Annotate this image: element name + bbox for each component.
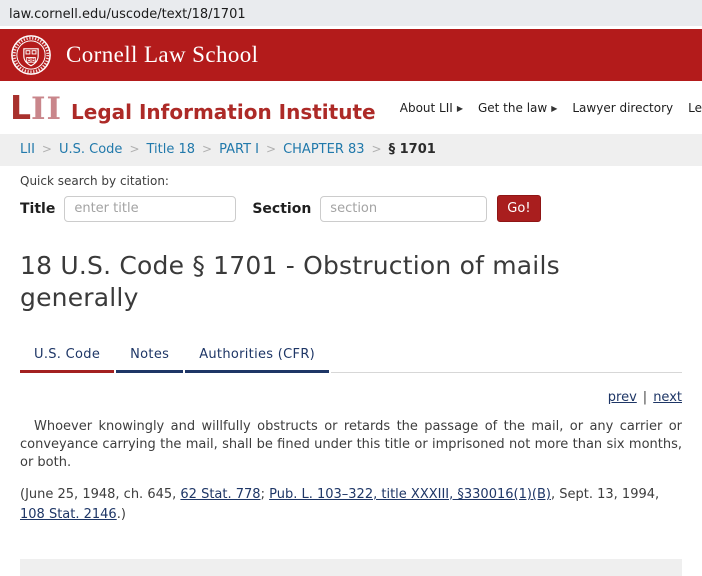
statute-body-text: Whoever knowingly and willfully obstructs or retards the passage of the mail, or any carrier or conveyance carrying the mail, shall be fined under this title or imprisoned not more than six months, or both. [20, 419, 682, 470]
next-link[interactable]: next [653, 390, 682, 405]
statute-citation [20, 485, 682, 525]
citation-text: (June 25, 1948, ch. 645, [20, 487, 181, 502]
prev-link[interactable]: prev [607, 390, 637, 405]
citation-link-pub-l-103-322[interactable]: Pub. L. 103–322, title XXXIII, §330016(1)(B) [269, 487, 551, 502]
nav-get-the-law-label: Get the law [477, 100, 548, 115]
breadcrumb-us-code[interactable]: U.S. Code [58, 142, 123, 157]
tab-bar-filler [331, 340, 682, 373]
breadcrumb-current-section: § 1701 [388, 142, 436, 157]
breadcrumb-part-i[interactable]: PART I [219, 142, 260, 157]
tab-notes[interactable]: Notes [116, 340, 183, 373]
title-input[interactable] [64, 196, 236, 222]
cornell-law-school-link[interactable]: Cornell Law School [66, 42, 259, 67]
breadcrumb-separator: > [129, 142, 140, 156]
tab-bar [20, 340, 682, 373]
page-title: 18 U.S. Code § 1701 - Obstruction of mails generally [20, 251, 560, 312]
breadcrumb [0, 134, 702, 166]
lii-logo-link[interactable] [10, 87, 376, 127]
nav-lawyer-directory[interactable] [572, 101, 673, 115]
quick-search-panel [0, 166, 702, 235]
breadcrumb-title-18[interactable]: Title 18 [146, 142, 196, 157]
browser-url-bar[interactable]: law.cornell.edu/uscode/text/18/1701 [0, 0, 702, 29]
citation-link-108-stat-2146[interactable]: 108 Stat. 2146 [20, 507, 117, 522]
lii-logo-l: L [10, 87, 32, 127]
nav-truncated-item[interactable] [688, 101, 702, 115]
nav-lawyer-directory-label: Lawyer directory [572, 100, 674, 115]
cornell-seal-icon [10, 34, 52, 76]
nav-get-the-law[interactable] [478, 101, 557, 115]
lii-nav [385, 101, 702, 115]
nav-truncated-item-label: Le [688, 100, 702, 115]
lii-logo-ii: II [31, 90, 63, 127]
nav-about-lii[interactable] [400, 101, 463, 115]
pager [20, 390, 682, 405]
lii-header [0, 81, 702, 134]
dropdown-arrow-icon: ▶ [456, 103, 463, 113]
go-button[interactable]: Go! [497, 195, 540, 222]
citation-link-62-stat-778[interactable]: 62 Stat. 778 [180, 487, 261, 502]
quick-search-label: Quick search by citation: [20, 174, 169, 188]
tab-us-code[interactable]: U.S. Code [20, 340, 114, 373]
breadcrumb-separator: > [202, 142, 213, 156]
section-input[interactable] [320, 196, 487, 222]
nav-about-lii-label: About LII [399, 100, 453, 115]
section-field-label: Section [252, 200, 312, 217]
title-field-label: Title [20, 200, 56, 217]
lii-title: Legal Information Institute [71, 99, 376, 124]
citation-text: , Sept. 13, 1994, [551, 487, 660, 502]
citation-text: ; [260, 487, 270, 502]
tab-authorities-cfr[interactable]: Authorities (CFR) [185, 340, 329, 373]
breadcrumb-separator: > [266, 142, 277, 156]
pager-separator: | [642, 390, 648, 405]
cornell-banner [0, 29, 702, 81]
breadcrumb-chapter-83[interactable]: CHAPTER 83 [283, 142, 365, 157]
dropdown-arrow-icon: ▶ [551, 103, 558, 113]
breadcrumb-lii[interactable]: LII [20, 142, 35, 157]
breadcrumb-separator: > [41, 142, 52, 156]
breadcrumb-separator: > [371, 142, 382, 156]
citation-text: .) [116, 507, 126, 522]
